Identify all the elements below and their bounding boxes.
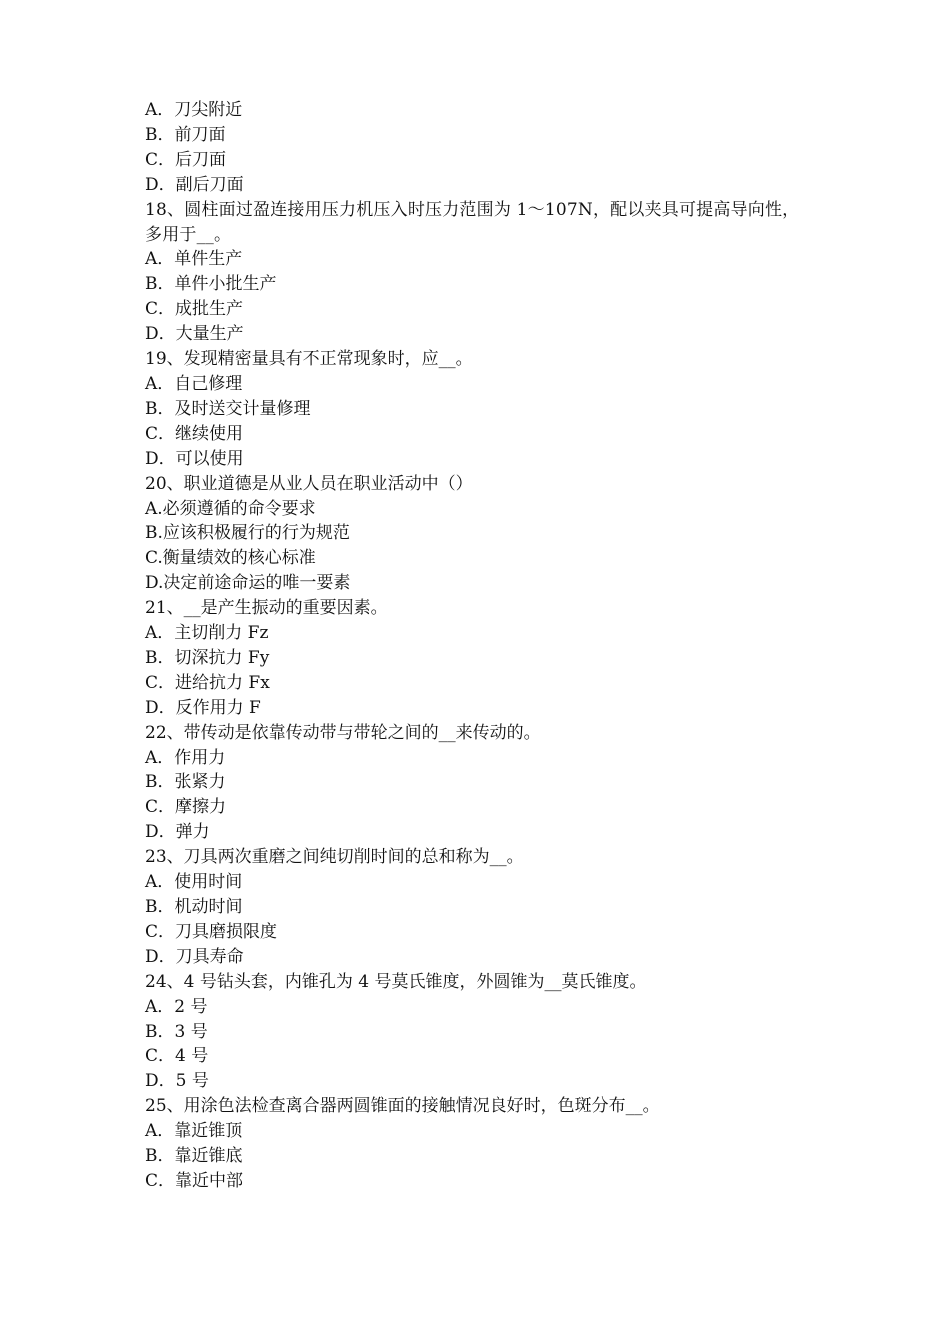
option-c-q19: C．继续使用 — [145, 423, 244, 444]
question-19: 19、发现精密量具有不正常现象时，应__。 — [145, 349, 473, 370]
question-18: 18、圆柱面过盈连接用压力机压入时压力范围为 1～107N，配以夹具可提高导向性，多用于__。 — [145, 199, 800, 245]
option-d-q21: D．反作用力 F — [145, 697, 261, 718]
option-a-q25: A．靠近锥顶 — [145, 1121, 243, 1142]
option-b-q23: B．机动时间 — [145, 897, 243, 917]
option-a-q22: A．作用力 — [145, 747, 226, 768]
option-c-q22: C．摩擦力 — [145, 797, 227, 818]
option-d-q22: D．弹力 — [145, 822, 210, 843]
option-c-q17: C．后刀面 — [145, 149, 227, 170]
option-b-q25: B．靠近锥底 — [145, 1146, 243, 1167]
option-c-q18: C．成批生产 — [145, 299, 244, 320]
option-d-q20: D.决定前途命运的唯一要素 — [145, 573, 351, 594]
question-21: 21、__是产生振动的重要因素。 — [145, 598, 388, 619]
question-22: 22、带传动是依靠传动带与带轮之间的__来传动的。 — [145, 722, 541, 743]
option-d-q18: D．大量生产 — [145, 324, 244, 345]
option-d-q19: D．可以使用 — [145, 448, 244, 469]
option-c-q20: C.衡量绩效的核心标准 — [145, 548, 316, 569]
option-a-q23: A．使用时间 — [145, 872, 243, 893]
option-b-q18: B．单件小批生产 — [145, 274, 277, 295]
option-b-q20: B.应该积极履行的行为规范 — [145, 523, 350, 544]
question-23: 23、刀具两次重磨之间纯切削时间的总和称为__。 — [145, 847, 524, 868]
option-d-q17: D．副后刀面 — [145, 174, 244, 195]
option-d-q23: D．刀具寿命 — [145, 946, 244, 967]
option-b-q22: B．张紧力 — [145, 772, 226, 793]
option-a-q24: A．2 号 — [145, 996, 208, 1017]
option-a-q21: A．主切削力 Fz — [145, 623, 269, 644]
option-b-q24: B．3 号 — [145, 1021, 208, 1042]
question-20: 20、职业道德是从业人员在职业活动中（） — [145, 473, 473, 494]
option-b-q21: B．切深抗力 Fy — [145, 647, 270, 668]
question-24: 24、4 号钻头套，内锥孔为 4 号莫氏锥度，外圆锥为__莫氏锥度。 — [145, 971, 647, 992]
document-page — [145, 98, 815, 1194]
option-c-q25: C．靠近中部 — [145, 1170, 244, 1191]
question-25: 25、用涂色法检查离合器两圆锥面的接触情况良好时，色斑分布__。 — [145, 1096, 660, 1117]
option-a-q20: A.必须遵循的命令要求 — [145, 498, 316, 519]
option-b-q19: B．及时送交计量修理 — [145, 398, 311, 419]
option-d-q24: D．5 号 — [145, 1071, 209, 1092]
option-c-q21: C．进给抗力 Fx — [145, 672, 270, 693]
option-b-q17: B．前刀面 — [145, 124, 226, 145]
option-a-q18: A．单件生产 — [145, 249, 243, 270]
option-a-q17: A．刀尖附近 — [145, 100, 243, 120]
option-c-q24: C．4 号 — [145, 1046, 209, 1067]
option-c-q23: C．刀具磨损限度 — [145, 921, 278, 942]
option-a-q19: A．自己修理 — [145, 373, 243, 394]
